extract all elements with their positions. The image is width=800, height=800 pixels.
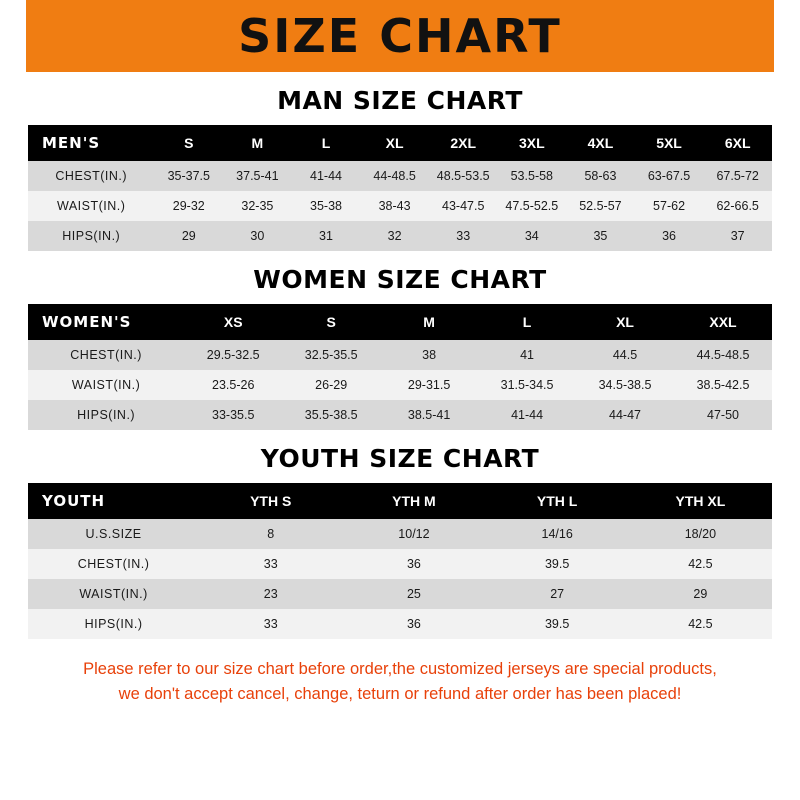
table-header-row <box>28 483 772 519</box>
table-cell: 10/12 <box>342 519 485 549</box>
table-cell: 29.5-32.5 <box>184 340 282 370</box>
table-cell: 25 <box>342 579 485 609</box>
table-cell: 42.5 <box>629 549 772 579</box>
youth-size-table <box>28 483 772 639</box>
women-row-label-hips: HIPS(IN.) <box>28 400 184 430</box>
men-header-m: M <box>223 125 292 161</box>
table-cell: 38 <box>380 340 478 370</box>
table-cell: 30 <box>223 221 292 251</box>
men-header-s: S <box>154 125 223 161</box>
table-cell: 34.5-38.5 <box>576 370 674 400</box>
youth-row-label-waist: WAIST(IN.) <box>28 579 199 609</box>
table-cell: 44-47 <box>576 400 674 430</box>
table-cell: 62-66.5 <box>703 191 772 221</box>
table-cell: 31 <box>292 221 361 251</box>
men-row-label-chest: CHEST(IN.) <box>28 161 154 191</box>
table-cell: 47.5-52.5 <box>498 191 567 221</box>
section-title-men: MAN SIZE CHART <box>277 86 523 115</box>
table-cell: 37 <box>703 221 772 251</box>
women-header-xl: XL <box>576 304 674 340</box>
table-cell: 32.5-35.5 <box>282 340 380 370</box>
women-header-xxl: XXL <box>674 304 772 340</box>
table-cell: 35-37.5 <box>154 161 223 191</box>
table-cell: 35 <box>566 221 635 251</box>
table-cell: 57-62 <box>635 191 704 221</box>
table-row <box>28 221 772 251</box>
banner-inner <box>0 0 800 72</box>
table-cell: 35.5-38.5 <box>282 400 380 430</box>
youth-table-body <box>28 519 772 639</box>
table-cell: 41-44 <box>292 161 361 191</box>
banner-left-gap <box>0 0 26 72</box>
table-cell: 42.5 <box>629 609 772 639</box>
men-table-header <box>28 125 772 161</box>
table-row <box>28 609 772 639</box>
women-row-label-waist: WAIST(IN.) <box>28 370 184 400</box>
table-cell: 23.5-26 <box>184 370 282 400</box>
women-header-s: S <box>282 304 380 340</box>
table-cell: 41-44 <box>478 400 576 430</box>
table-row <box>28 161 772 191</box>
table-header-row <box>28 125 772 161</box>
table-cell: 26-29 <box>282 370 380 400</box>
youth-header-m: YTH M <box>342 483 485 519</box>
table-cell: 31.5-34.5 <box>478 370 576 400</box>
men-row-label-waist: WAIST(IN.) <box>28 191 154 221</box>
table-cell: 52.5-57 <box>566 191 635 221</box>
men-header-4xl: 4XL <box>566 125 635 161</box>
table-cell: 29-32 <box>154 191 223 221</box>
men-header-2xl: 2XL <box>429 125 498 161</box>
table-cell: 58-63 <box>566 161 635 191</box>
table-cell: 32 <box>360 221 429 251</box>
table-cell: 48.5-53.5 <box>429 161 498 191</box>
men-size-table <box>28 125 772 251</box>
women-header-l: L <box>478 304 576 340</box>
table-cell: 47-50 <box>674 400 772 430</box>
men-table-body <box>28 161 772 251</box>
table-cell: 67.5-72 <box>703 161 772 191</box>
men-header-5xl: 5XL <box>635 125 704 161</box>
youth-header-xl: YTH XL <box>629 483 772 519</box>
men-header-6xl: 6XL <box>703 125 772 161</box>
table-cell: 33-35.5 <box>184 400 282 430</box>
men-row-label-hips: HIPS(IN.) <box>28 221 154 251</box>
page-banner <box>0 0 800 72</box>
table-cell: 39.5 <box>486 609 629 639</box>
youth-header-l: YTH L <box>486 483 629 519</box>
table-cell: 36 <box>342 609 485 639</box>
table-cell: 18/20 <box>629 519 772 549</box>
table-row <box>28 400 772 430</box>
table-cell: 36 <box>635 221 704 251</box>
men-header-3xl: 3XL <box>498 125 567 161</box>
table-cell: 38.5-42.5 <box>674 370 772 400</box>
youth-row-label-chest: CHEST(IN.) <box>28 549 199 579</box>
table-cell: 53.5-58 <box>498 161 567 191</box>
table-cell: 32-35 <box>223 191 292 221</box>
table-cell: 63-67.5 <box>635 161 704 191</box>
table-cell: 37.5-41 <box>223 161 292 191</box>
men-header-label: MEN'S <box>28 125 154 161</box>
footer-note <box>28 657 772 707</box>
table-cell: 33 <box>199 609 342 639</box>
page-title: SIZE CHART <box>238 9 562 63</box>
table-cell: 14/16 <box>486 519 629 549</box>
table-cell: 44.5 <box>576 340 674 370</box>
footer-note-line-2: we don't accept cancel, change, teturn or refund after order has been placed! <box>118 684 682 703</box>
table-cell: 27 <box>486 579 629 609</box>
table-cell: 44.5-48.5 <box>674 340 772 370</box>
table-cell: 44-48.5 <box>360 161 429 191</box>
youth-header-label: YOUTH <box>28 483 199 519</box>
table-cell: 39.5 <box>486 549 629 579</box>
table-cell: 8 <box>199 519 342 549</box>
table-row <box>28 191 772 221</box>
table-cell: 38.5-41 <box>380 400 478 430</box>
table-cell: 41 <box>478 340 576 370</box>
banner-right-gap <box>774 0 800 72</box>
table-cell: 35-38 <box>292 191 361 221</box>
women-header-label: WOMEN'S <box>28 304 184 340</box>
content-area <box>0 86 800 707</box>
youth-row-label-ussize: U.S.SIZE <box>28 519 199 549</box>
men-header-xl: XL <box>360 125 429 161</box>
table-row <box>28 340 772 370</box>
table-cell: 29 <box>629 579 772 609</box>
footer-note-line-1: Please refer to our size chart before order,the customized jerseys are special products, <box>83 660 717 678</box>
women-table-header <box>28 304 772 340</box>
table-cell: 29 <box>154 221 223 251</box>
table-header-row <box>28 304 772 340</box>
table-row <box>28 519 772 549</box>
table-row <box>28 549 772 579</box>
women-header-xs: XS <box>184 304 282 340</box>
table-cell: 38-43 <box>360 191 429 221</box>
section-title-youth: YOUTH SIZE CHART <box>260 444 540 473</box>
youth-row-label-hips: HIPS(IN.) <box>28 609 199 639</box>
women-row-label-chest: CHEST(IN.) <box>28 340 184 370</box>
table-cell: 34 <box>498 221 567 251</box>
youth-header-s: YTH S <box>199 483 342 519</box>
women-table-body <box>28 340 772 430</box>
men-header-l: L <box>292 125 361 161</box>
table-cell: 36 <box>342 549 485 579</box>
table-row <box>28 370 772 400</box>
women-header-m: M <box>380 304 478 340</box>
table-cell: 33 <box>429 221 498 251</box>
section-title-women: WOMEN SIZE CHART <box>253 265 547 294</box>
table-cell: 29-31.5 <box>380 370 478 400</box>
table-cell: 23 <box>199 579 342 609</box>
youth-table-header <box>28 483 772 519</box>
women-size-table <box>28 304 772 430</box>
table-cell: 33 <box>199 549 342 579</box>
table-cell: 43-47.5 <box>429 191 498 221</box>
table-row <box>28 579 772 609</box>
